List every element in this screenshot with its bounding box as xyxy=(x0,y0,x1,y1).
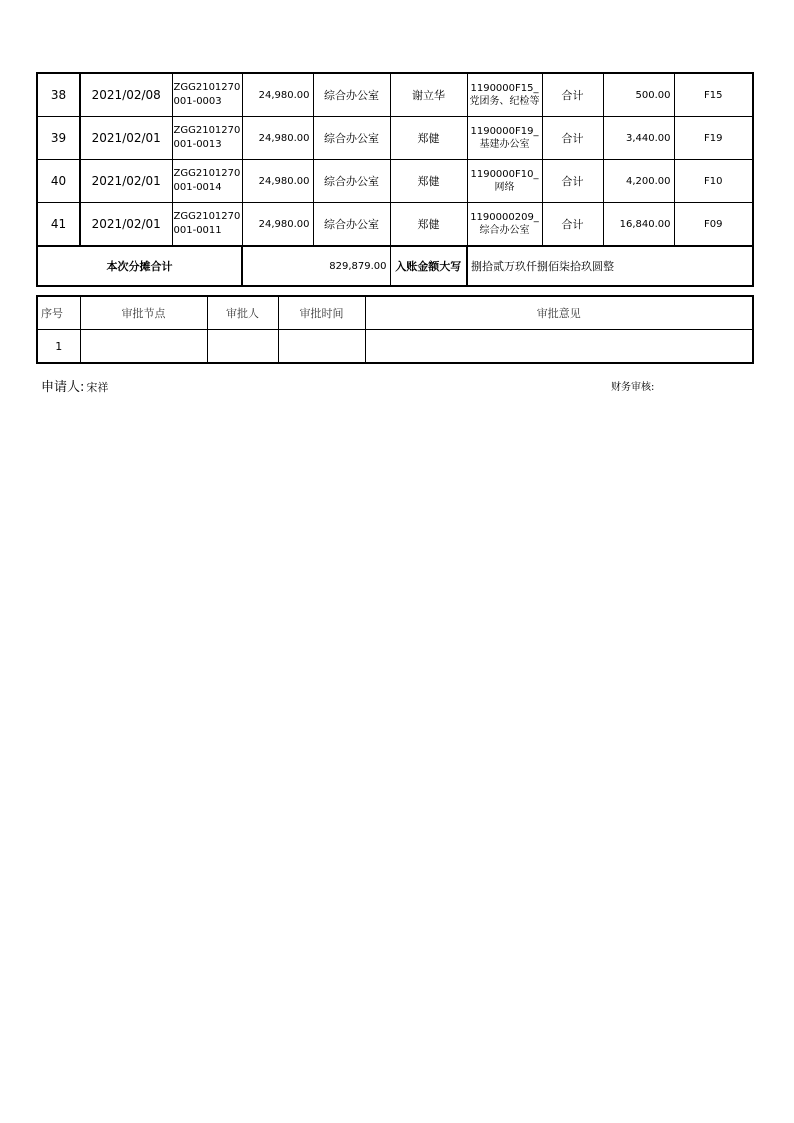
table-row xyxy=(37,160,753,203)
applicant xyxy=(41,376,108,395)
row-date: 2021/02/01 xyxy=(80,117,172,160)
approval-header-opinion: 审批意见 xyxy=(365,296,753,330)
approval-header-time: 审批时间 xyxy=(278,296,365,330)
row-type: 合计 xyxy=(542,117,603,160)
total-label: 本次分摊合计 xyxy=(37,246,242,286)
row-department: 综合办公室 xyxy=(313,160,390,203)
finance-review-label: 财务审核: xyxy=(611,382,655,393)
row-code: F19 xyxy=(674,117,753,160)
row-type: 合计 xyxy=(542,73,603,117)
row-allocated-amount: 16,840.00 xyxy=(603,203,674,247)
row-allocated-amount: 4,200.00 xyxy=(603,160,674,203)
row-person: 郑健 xyxy=(390,203,467,247)
row-person: 郑健 xyxy=(390,160,467,203)
applicant-name: 宋祥 xyxy=(86,381,109,394)
amount-in-words-label: 入账金额大写 xyxy=(390,246,467,286)
approval-table xyxy=(36,295,754,364)
row-department: 综合办公室 xyxy=(313,203,390,247)
row-seq: 41 xyxy=(37,203,80,247)
row-type: 合计 xyxy=(542,203,603,247)
approval-node xyxy=(80,330,207,364)
approval-time xyxy=(278,330,365,364)
row-amount: 24,980.00 xyxy=(242,73,313,117)
row-code: F09 xyxy=(674,203,753,247)
total-amount: 829,879.00 xyxy=(242,246,390,286)
row-project: 1190000F15_党团务、纪检等 xyxy=(467,73,542,117)
approval-opinion xyxy=(365,330,753,364)
row-seq: 40 xyxy=(37,160,80,203)
total-row xyxy=(37,246,753,286)
row-person: 郑健 xyxy=(390,117,467,160)
row-doc-no: ZGG2101270001-0003 xyxy=(172,73,242,117)
approval-header-row xyxy=(37,296,753,330)
row-allocated-amount: 3,440.00 xyxy=(603,117,674,160)
table-row xyxy=(37,117,753,160)
row-date: 2021/02/08 xyxy=(80,73,172,117)
row-seq: 38 xyxy=(37,73,80,117)
table-row xyxy=(37,73,753,117)
row-project: 1190000F19_基建办公室 xyxy=(467,117,542,160)
table-row xyxy=(37,330,753,364)
row-department: 综合办公室 xyxy=(313,73,390,117)
approval-seq: 1 xyxy=(37,330,80,364)
allocation-detail-table xyxy=(36,72,754,287)
approval-header-node: 审批节点 xyxy=(80,296,207,330)
row-doc-no: ZGG2101270001-0011 xyxy=(172,203,242,247)
row-code: F10 xyxy=(674,160,753,203)
row-date: 2021/02/01 xyxy=(80,160,172,203)
row-allocated-amount: 500.00 xyxy=(603,73,674,117)
row-amount: 24,980.00 xyxy=(242,203,313,247)
applicant-label: 申请人: xyxy=(41,380,85,395)
table-row xyxy=(37,203,753,247)
row-date: 2021/02/01 xyxy=(80,203,172,247)
row-amount: 24,980.00 xyxy=(242,160,313,203)
row-seq: 39 xyxy=(37,117,80,160)
row-type: 合计 xyxy=(542,160,603,203)
row-code: F15 xyxy=(674,73,753,117)
row-person: 谢立华 xyxy=(390,73,467,117)
approval-header-seq: 序号 xyxy=(37,296,80,330)
row-amount: 24,980.00 xyxy=(242,117,313,160)
amount-in-words-value: 捌拾贰万玖仟捌佰柒拾玖圆整 xyxy=(467,246,753,286)
approval-header-approver: 审批人 xyxy=(207,296,278,330)
row-project: 1190000209_综合办公室 xyxy=(467,203,542,247)
row-doc-no: ZGG2101270001-0013 xyxy=(172,117,242,160)
approval-approver xyxy=(207,330,278,364)
row-department: 综合办公室 xyxy=(313,117,390,160)
row-doc-no: ZGG2101270001-0014 xyxy=(172,160,242,203)
row-project: 1190000F10_网络 xyxy=(467,160,542,203)
